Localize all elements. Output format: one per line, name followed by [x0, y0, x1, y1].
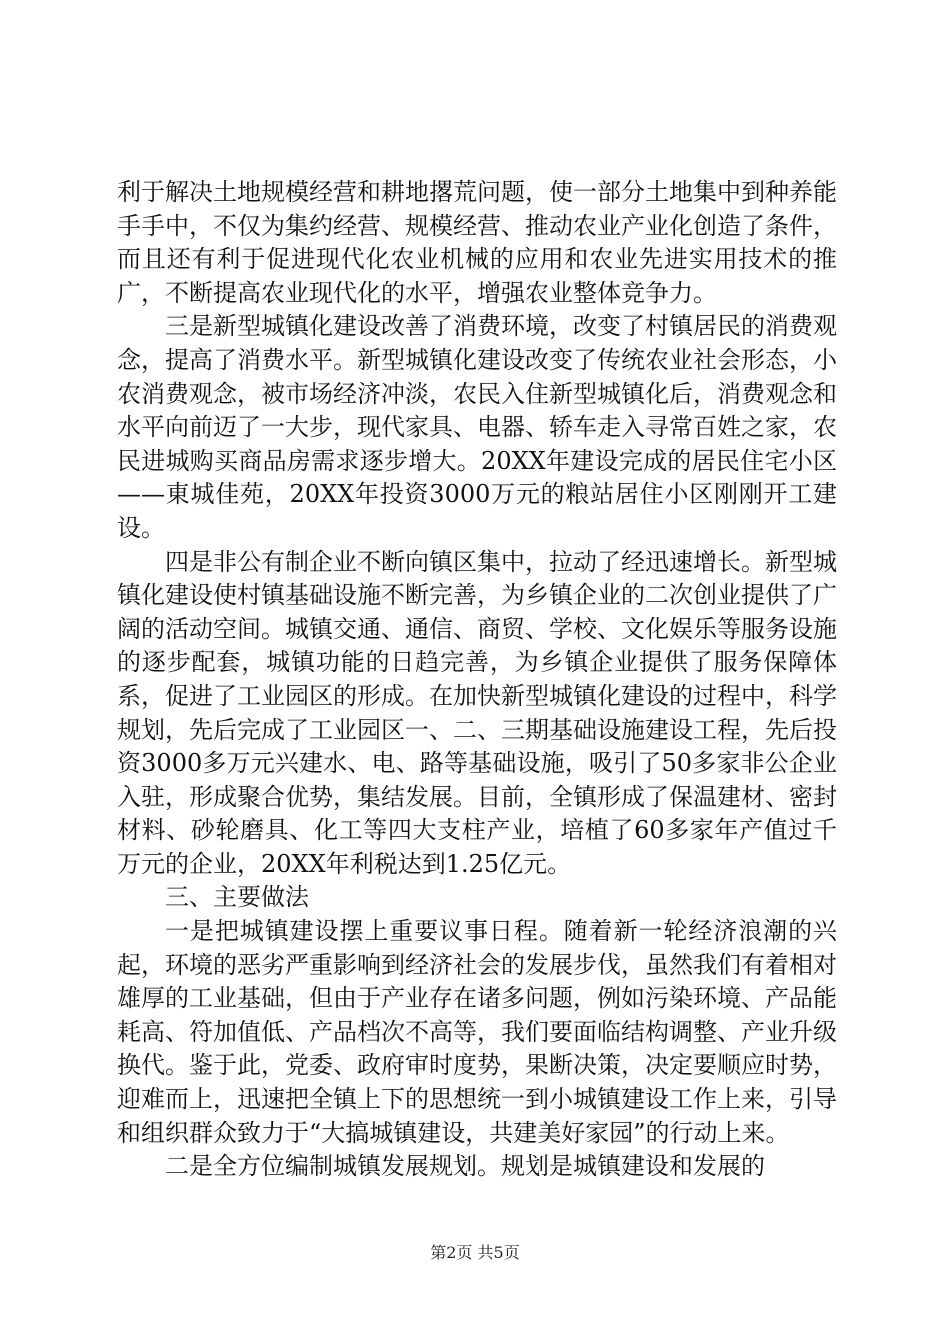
paragraph-4: 一是把城镇建设摆上重要议事日程。随着新一轮经济浪潮的兴起，环境的恶劣严重影响到经济社会的发展步伐，虽然我们有着相对雄厚的工业基础，但由于产业存在诸多问题，例如污染环境、产品能耗高、符加值低、产品档次不高等，我们要面临结构调整、产业升级换代。鉴于此，党委、政府审时度势，果断决策，决定要顺应时势，迎难而上，迅速把全镇上下的思想统一到小城镇建设工作上来，引导和组织群众致力于“大搞城镇建设，共建美好家园”的行动上来。 — [117, 917, 837, 1147]
document-body — [117, 176, 837, 1184]
paragraph-1: 利于解决土地规模经营和耕地撂荒问题，使一部分土地集中到种养能手手中，不仅为集约经营、规模经营、推动农业产业化创造了条件，而且还有利于促进现代化农业机械的应用和农业先进实用技术的推广，不断提高农业现代化的水平，增强农业整体竞争力。 — [117, 178, 837, 307]
paragraph-3: 四是非公有制企业不断向镇区集中，拉动了经迅速增长。新型城镇化建设使村镇基础设施不断完善，为乡镇企业的二次创业提供了广阔的活动空间。城镇交通、通信、商贸、学校、文化娱乐等服务设施的逐步配套，城镇功能的日趋完善，为乡镇企业提供了服务保障体系，促进了工业园区的形成。在加快新型城镇化建设的过程中，科学规划，先后完成了工业园区一、二、三期基础设施建设工程，先后投资3000多万元兴建水、电、路等基础设施，吸引了50多家非公企业入驻，形成聚合优势，集结发展。目前，全镇形成了保温建材、密封材料、砂轮磨具、化工等四大支柱产业，培植了60多家年产值过千万元的企业，20XX年利税达到1.25亿元。 — [117, 547, 837, 878]
paragraph-2: 三是新型城镇化建设改善了消费环境，改变了村镇居民的消费观念，提高了消费水平。新型城镇化建设改变了传统农业社会形态，小农消费观念，被市场经济冲淡，农民入住新型城镇化后，消费观念和水平向前迈了一大步，现代家具、电器、轿车走入寻常百姓之家，农民进城购买商品房需求逐步增大。20XX年建设完成的居民住宅小区——東城佳苑，20XX年投资3000万元的粮站居住小区刚刚开工建设。 — [117, 312, 837, 542]
page-number-footer: 第2页 共5页 — [430, 1243, 520, 1262]
section-heading: 三、主要做法 — [165, 883, 309, 912]
paragraph-5: 二是全方位编制城镇发展规划。规划是城镇建设和发展的 — [165, 1152, 765, 1181]
